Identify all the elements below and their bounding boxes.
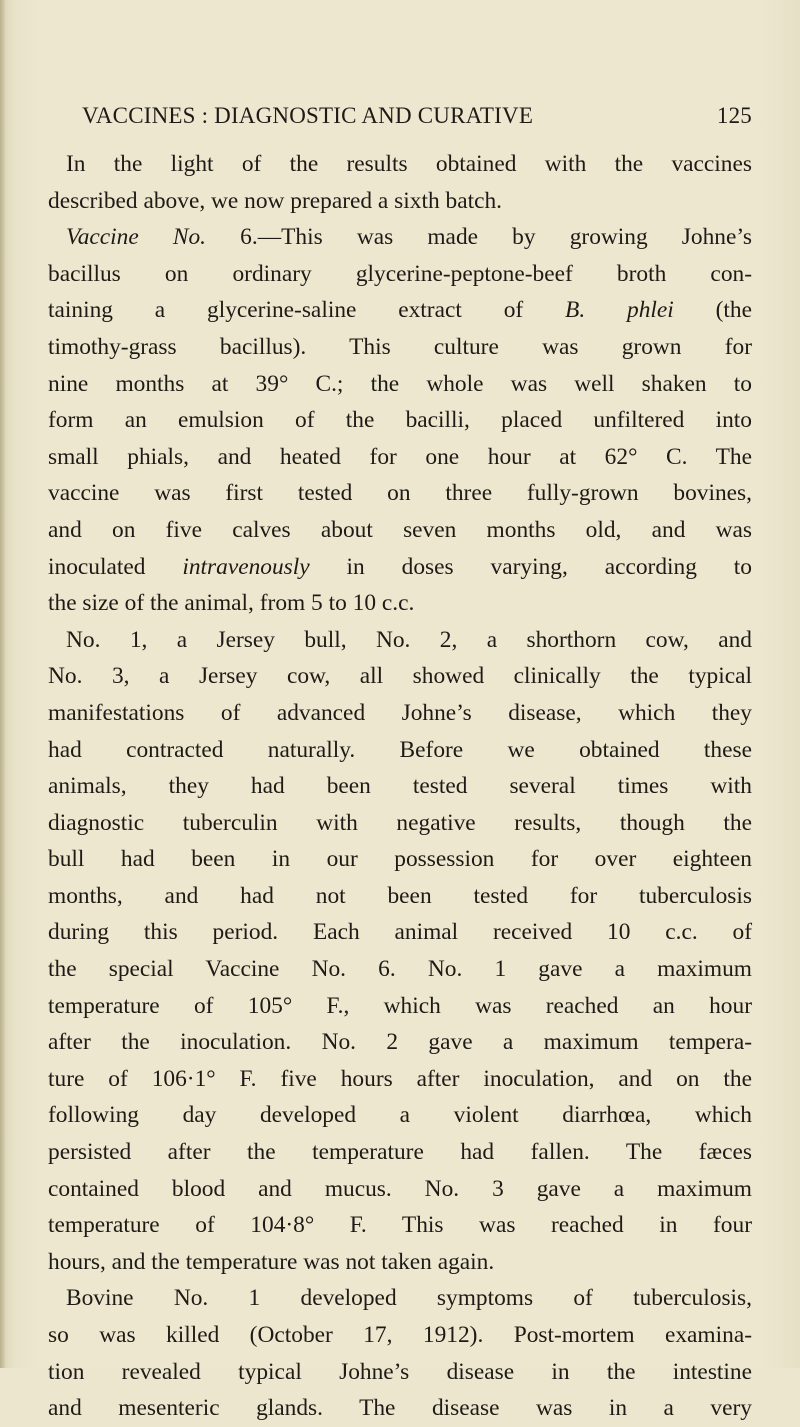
text-line <box>48 439 752 476</box>
text-run: ture of 106·1° F. five hours after inoculation, and on the <box>48 1065 752 1092</box>
text-run: form an emulsion of the bacilli, placed unfiltered into <box>48 407 752 434</box>
text-run: timothy-grass bacillus). This culture was grown for <box>48 333 752 360</box>
text-line <box>48 475 752 512</box>
text-line <box>48 219 752 256</box>
paragraph <box>48 1280 752 1426</box>
text-line <box>48 512 752 549</box>
text-line <box>48 146 752 183</box>
text-run: in doses varying, according to <box>309 553 752 580</box>
page-number: 125 <box>716 103 752 128</box>
text-run: No. 3, a Jersey cow, all showed clinically the typical <box>48 663 752 690</box>
text-run: temperature of 105° F., which was reached an hour <box>48 992 752 1019</box>
text-run: bull had been in our possession for over eighteen <box>48 846 752 873</box>
paragraph <box>48 622 752 1281</box>
text-line <box>48 1280 752 1317</box>
text-line <box>48 1061 752 1098</box>
text-run: contained blood and mucus. No. 3 gave a maximum <box>48 1175 752 1202</box>
text-line <box>48 878 752 915</box>
text-line <box>48 1097 752 1134</box>
text-line <box>48 1134 752 1171</box>
text-run: manifestations of advanced Johne’s disease, which they <box>48 699 752 726</box>
text-run: after the inoculation. No. 2 gave a maximum tempera- <box>48 1029 752 1056</box>
text-line <box>48 732 752 769</box>
text-line <box>48 768 752 805</box>
text-line <box>48 183 752 220</box>
text-run: persisted after the temperature had fallen. The fæces <box>48 1139 752 1166</box>
text-line <box>48 695 752 732</box>
text-run: the size of the animal, from 5 to 10 c.c. <box>48 590 415 617</box>
text-line <box>48 329 752 366</box>
text-line <box>48 585 752 622</box>
text-run: taining a glycerine-saline extract of <box>48 297 566 324</box>
text-run: 6.—This was made by growing Johne’s <box>206 224 752 251</box>
italic-run: B. phlei <box>565 297 674 324</box>
text-line <box>48 402 752 439</box>
text-line <box>48 1171 752 1208</box>
text-line <box>48 256 752 293</box>
italic-run: Vaccine No. <box>66 224 207 251</box>
text-line <box>48 1390 752 1427</box>
text-run: temperature of 104·8° F. This was reached in four <box>48 1212 752 1239</box>
text-line <box>48 1244 752 1281</box>
text-run: during this period. Each animal received 10 c.c. of <box>48 919 752 946</box>
text-run: had contracted naturally. Before we obtained these <box>48 736 752 763</box>
text-run: Bovine No. 1 developed symptoms of tuberculosis, <box>66 1285 752 1312</box>
paragraph <box>48 219 752 622</box>
text-run: inoculated <box>48 553 183 580</box>
text-run: and mesenteric glands. The disease was in a very <box>48 1395 752 1422</box>
text-line <box>48 1207 752 1244</box>
text-line <box>48 366 752 403</box>
text-run: hours, and the temperature was not taken again. <box>48 1248 495 1275</box>
running-head-title: VACCINES : DIAGNOSTIC AND CURATIVE <box>82 103 534 128</box>
text-line <box>48 805 752 842</box>
text-line <box>48 549 752 586</box>
text-run: (the <box>673 297 752 324</box>
text-run: diagnostic tuberculin with negative results, though the <box>48 809 752 836</box>
text-run: described above, we now prepared a sixth batch. <box>48 187 502 214</box>
text-line <box>48 914 752 951</box>
italic-run: intravenously <box>182 553 310 580</box>
text-run: small phials, and heated for one hour at 62° C. The <box>48 443 752 470</box>
paragraph <box>48 146 752 219</box>
body-text <box>48 146 752 1427</box>
text-run: nine months at 39° C.; the whole was well shaken to <box>48 370 752 397</box>
text-run: following day developed a violent diarrhœa, which <box>48 1102 752 1129</box>
text-run: No. 1, a Jersey bull, No. 2, a shorthorn cow, and <box>66 626 752 653</box>
text-line <box>48 292 752 329</box>
text-run: bacillus on ordinary glycerine-peptone-beef broth con- <box>48 260 752 287</box>
text-run: In the light of the results obtained with the vaccines <box>66 151 752 177</box>
text-run: the special Vaccine No. 6. No. 1 gave a maximum <box>48 956 752 983</box>
text-line <box>48 951 752 988</box>
text-run: animals, they had been tested several times with <box>48 773 752 800</box>
text-line <box>48 841 752 878</box>
text-line <box>48 1024 752 1061</box>
text-line <box>48 658 752 695</box>
text-line <box>48 1354 752 1391</box>
text-line <box>48 622 752 659</box>
text-run: so was killed (October 17, 1912). Post-mortem examina- <box>48 1322 752 1348</box>
running-head <box>82 103 752 135</box>
text-line <box>48 1317 752 1354</box>
text-run: months, and had not been tested for tuberculosis <box>48 882 752 909</box>
text-run: tion revealed typical Johne’s disease in the intestine <box>48 1358 752 1385</box>
text-run: vaccine was first tested on three fully-grown bovines, <box>48 480 752 507</box>
text-line <box>48 988 752 1025</box>
spine-shadow <box>0 0 6 1368</box>
text-run: and on five calves about seven months old, and was <box>48 516 752 543</box>
